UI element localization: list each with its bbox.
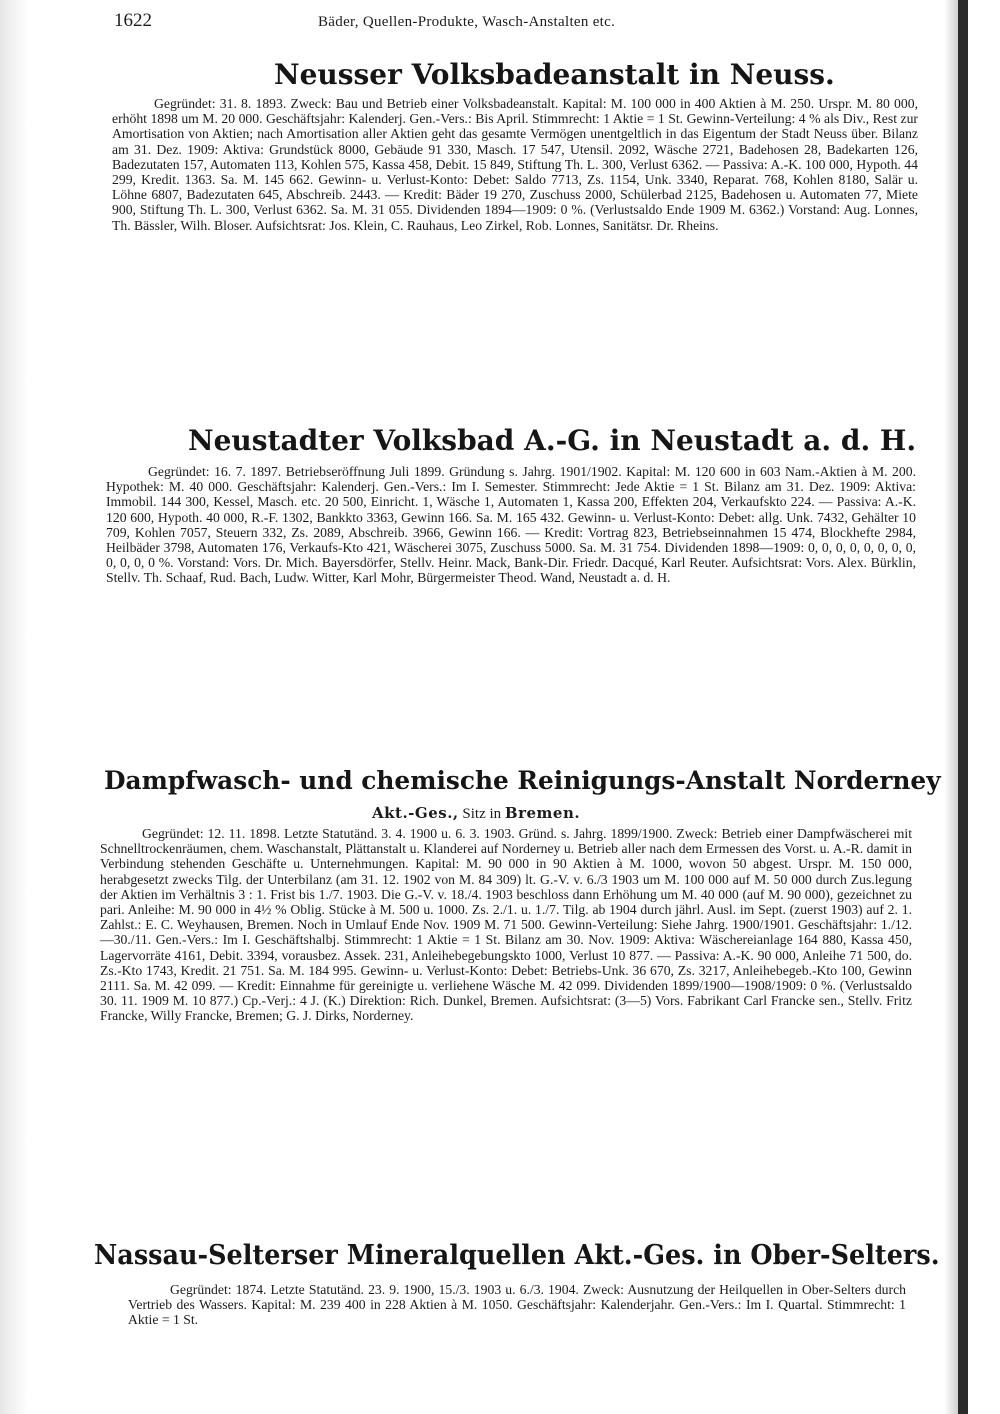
running-head: Bäder, Quellen-Produkte, Wasch-Anstalten etc. <box>318 14 616 30</box>
entry-title: Dampfwasch- und chemische Reinigungs-Anstalt Norderney <box>104 766 941 796</box>
subtitle-legal-form: Akt.-Ges., <box>372 804 459 822</box>
scan-left-edge <box>0 0 28 1414</box>
subtitle-city: Bremen. <box>504 804 581 822</box>
entry-body: Gegründet: 12. 11. 1898. Letzte Statutänd. 3. 4. 1900 u. 6. 3. 1903. Gründ. s. Jahrg. 1899/1900. Zweck: Betrieb einer Dampfwäscherei mit Schnelltrockenräumen, chem. Waschanstalt, Plättanstalt u. Klanderei auf Norderney u. Betrieb aller nach dem Ermessen des Vorst. u. A.-R. damit in Verbindung stehenden Geschäfte u. Unternehmungen. Kapital: M. 90 000 in 90 Aktien à M. 1000, wovon 50 abgest. Urspr. M. 150 000, herabgesetzt zwecks Tilg. der Unterbilanz (am 31. 12. 1902 von M. 84 309) lt. G.-V. v. 6./3 1903 um M. 100 000 auf M. 50 000 durch Zus.legung der Aktien im Verhältnis 3 : 1. Frist bis 1./7. 1903. Die G.-V. v. 18./4. 1903 beschloss dann Erhöhung um M. 40 000 (auf M. 90 000), gezeichnet zu pari. Anleihe: M. 90 000 in 4½ % Oblig. Stücke à M. 500 u. 1000. Zs. 2./1. u. 1./7. Tilg. ab 1904 durch jährl. Ausl. im Sept. (zuerst 1903) auf 2. 1. Zahlst.: E. C. Weyhausen, Bremen. Noch in Umlauf Ende Nov. 1909 M. 71 500. Gewinn-Verteilung: Siehe Jahrg. 1900/1901. Geschäftsjahr: 1./12.—30./11. Gen.-Vers.: Im I. Geschäftshalbj. Stimmrecht: 1 Aktie = 1 St. Bilanz am 30. Nov. 1909: Aktiva: Wäschereianlage 164 880, Kassa 450, Lagervorräte 4161, Debit. 3394, vorausbez. Assek. 231, Anleihebegebungskto 1000, Verlust 10 877. — Passiva: A.-K. 90 000, Anleihe 71 500, do. Zs.-Kto 1743, Kredit. 21 751. Sa. M. 184 995. Gewinn- u. Verlust-Konto: Debet: Betriebs-Unk. 36 670, Zs. 3217, Anleihebegeb.-Kto 100, Gewinn 2111. Sa. M. 42 099. — Kredit: Einnahme für gereinigte u. verliehene Wäsche M. 42 099. Dividenden 1899/1900—1908/1909: 0 %. (Verlustsaldo 30. 11. 1909 M. 10 877.) Cp.-Verj.: 4 J. (K.) Direktion: Rich. Dunkel, Bremen. Aufsichtsrat: (3—5) Vors. Fabrikant Carl Francke sen., Stellv. Fritz Francke, Willy Francke, Bremen; G. J. Dirks, Norderney. <box>100 826 912 1024</box>
entry-body: Gegründet: 1874. Letzte Statutänd. 23. 9. 1900, 15./3. 1903 u. 6./3. 1904. Zweck: Ausnutzung der Heilquellen in Ober-Selters durch Vertrieb des Wassers. Kapital: M. 239 400 in 228 Aktien à M. 1050. Geschäftsjahr: Kalenderjahr. Gen.-Vers.: Im I. Quartal. Stimmrecht: 1 Aktie = 1 St. <box>128 1282 906 1328</box>
gutter-shadow <box>944 0 958 1414</box>
entry-title: Nassau-Selterser Mineralquellen Akt.-Ges. in Ober-Selters. <box>94 1240 940 1271</box>
entry-subtitle <box>372 804 580 823</box>
page-gutter <box>958 0 968 1414</box>
entry-body: Gegründet: 16. 7. 1897. Betriebseröffnung Juli 1899. Gründung s. Jahrg. 1901/1902. Kapital: M. 120 600 in 603 Nam.-Aktien à M. 200. Hypothek: M. 40 000. Geschäftsjahr: Kalenderj. Gen.-Vers.: Im I. Semester. Stimmrecht: Jede Aktie = 1 St. Bilanz am 31. Dez. 1909: Aktiva: Immobil. 144 300, Kessel, Masch. etc. 20 500, Einricht. 1, Wäsche 1, Automaten 1, Kassa 200, Effekten 204, Verkaufskto 224. — Passiva: A.-K. 120 600, Hypoth. 40 000, R.-F. 1302, Bankkto 3363, Gewinn 166. Sa. M. 165 432. Gewinn- u. Verlust-Konto: Debet: allg. Unk. 7432, Gehälter 10 709, Kohlen 7057, Steuern 332, Zs. 2089, Abschreib. 3966, Gewinn 166. — Kredit: Vortrag 823, Betriebseinnahmen 15 474, Blockhefte 2984, Heilbäder 3798, Automaten 176, Verkaufs-Kto 421, Wäscherei 3075, Zuschuss 5000. Sa. M. 31 754. Dividenden 1898—1909: 0, 0, 0, 0, 0, 0, 0, 0, 0, 0, 0, 0 %. Vorstand: Vors. Dr. Mich. Bayersdörfer, Stellv. Heinr. Mack, Bank-Dir. Friedr. Dacqué, Karl Reuter. Aufsichtsrat: Vors. Alex. Bürklin, Stellv. Th. Schaaf, Rud. Bach, Ludw. Witter, Karl Mohr, Bürgermeister Theod. Wand, Neustadt a. d. H. <box>106 464 916 586</box>
entry-body: Gegründet: 31. 8. 1893. Zweck: Bau und Betrieb einer Volksbadeanstalt. Kapital: M. 100 000 in 400 Aktien à M. 250. Urspr. M. 80 000, erhöht 1898 um M. 20 000. Geschäftsjahr: Kalenderj. Gen.-Vers.: Bis April. Stimmrecht: 1 Aktie = 1 St. Gewinn-Verteilung: 4 % als Div., Rest zur Amortisation von Aktien; nach Amortisation aller Aktien geht das gesamte Vermögen unentgeltlich in das Eigentum der Stadt Neuss über. Bilanz am 31. Dez. 1909: Aktiva: Grundstück 8000, Gebäude 91 330, Masch. 17 547, Utensil. 2092, Wäsche 2721, Badehosen 28, Badekarten 126, Badezutaten 157, Automaten 113, Kohlen 575, Kassa 458, Debit. 15 849, Stiftung Th. L. 300, Verlust 6362. — Passiva: A.-K. 100 000, Hypoth. 44 299, Kredit. 1363. Sa. M. 145 662. Gewinn- u. Verlust-Konto: Debet: Saldo 7713, Zs. 1154, Unk. 3340, Reparat. 768, Kohlen 8180, Salär u. Löhne 6807, Badezutaten 645, Abschreib. 2443. — Kredit: Bäder 19 270, Zuschuss 2000, Schülerbad 2125, Badehosen u. Automaten 77, Miete 900, Stiftung Th. L. 300, Verlust 6362. Sa. M. 31 055. Dividenden 1894—1909: 0 %. (Verlustsaldo Ende 1909 M. 6362.) Vorstand: Aug. Lonnes, Th. Bässler, Wilh. Bloser. Aufsichtsrat: Jos. Klein, C. Rauhaus, Leo Zirkel, Rob. Lonnes, Sanitätsr. Dr. Rheins. <box>112 96 918 233</box>
entry-title: Neustadter Volksbad A.-G. in Neustadt a. d. H. <box>188 424 917 457</box>
entry-title: Neusser Volksbadeanstalt in Neuss. <box>274 58 835 91</box>
page-number: 1622 <box>114 10 152 31</box>
subtitle-seat: Sitz in <box>462 806 502 822</box>
